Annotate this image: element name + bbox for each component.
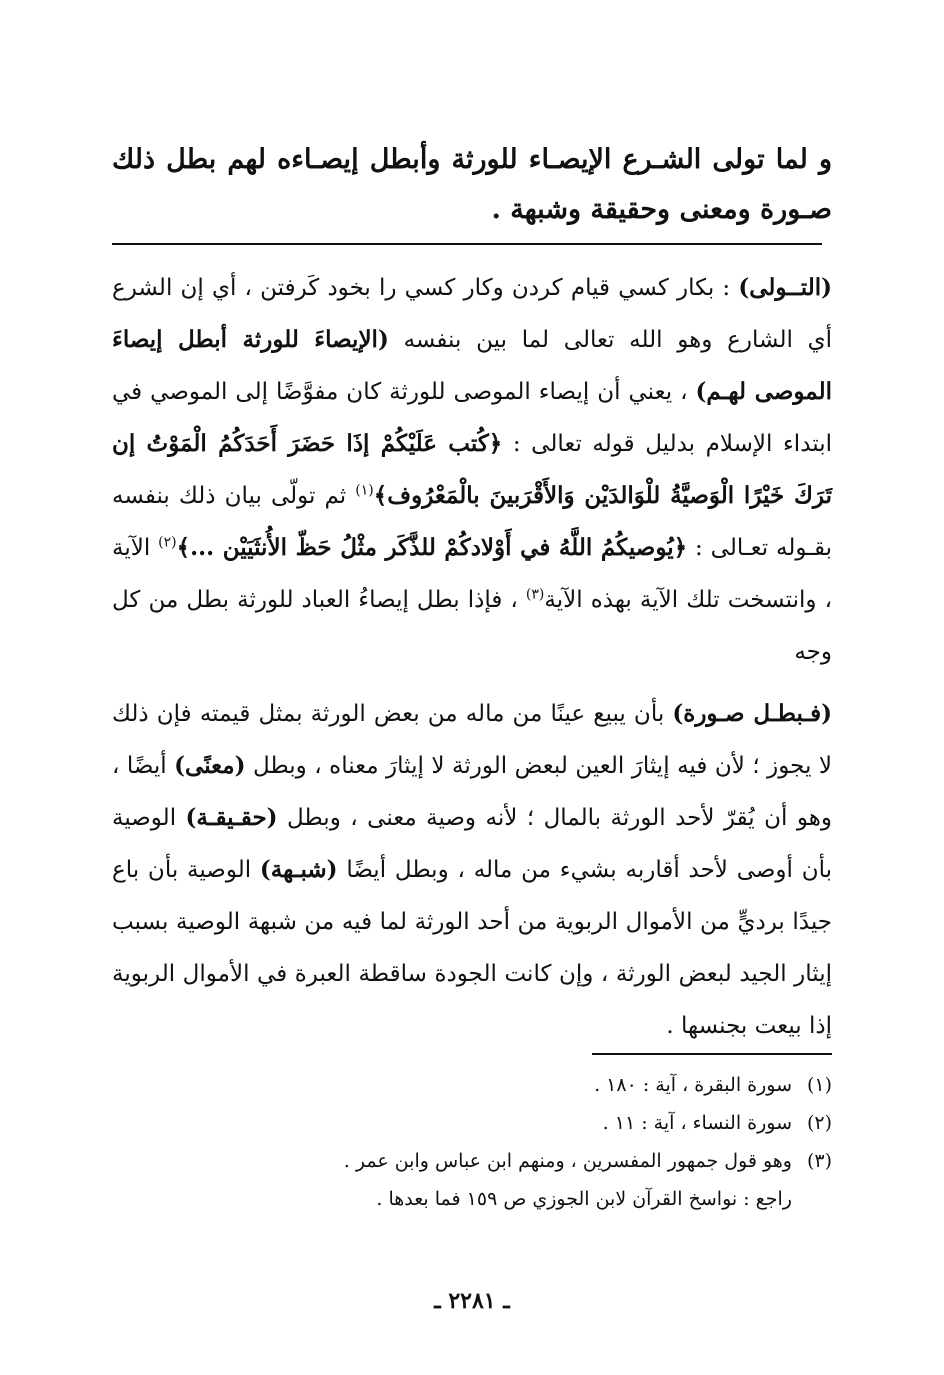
quoted-phrase: (شبـهة) bbox=[259, 856, 338, 883]
book-page bbox=[112, 0, 832, 1375]
footnote-continuation: راجع : نواسخ القرآن لابن الجوزي ص ١٥٩ فما بعدها . bbox=[376, 1188, 792, 1210]
footnote-ref: (٢) bbox=[158, 534, 177, 551]
footnote-item bbox=[112, 1142, 832, 1180]
commentary-text: أيضًا ، وهو أن يُقرّ لأحد الورثة بالمال ؛ لأنه وصية معنى ، وبطل bbox=[112, 753, 832, 831]
commentary-paragraph-2 bbox=[112, 688, 832, 1052]
quoted-phrase: (الإيصاءَ للورثة أبطل إيصاءَ الموصى لهـم) bbox=[112, 326, 832, 405]
footnote-ref: (٣) bbox=[525, 586, 545, 603]
footnote-number: (١) bbox=[806, 1074, 832, 1096]
quoted-phrase: (حقـيقـة) bbox=[185, 804, 278, 831]
matn-separator-line bbox=[112, 243, 822, 245]
commentary-text: الآية ، وانتسخت تلك الآية بهذه الآية bbox=[112, 535, 832, 613]
term-heading: (التــولى) bbox=[738, 274, 832, 301]
commentary-paragraph-1 bbox=[112, 262, 832, 678]
footnote-item bbox=[112, 1104, 832, 1142]
page-number: ـ ٢٢٨١ ـ bbox=[434, 1288, 510, 1314]
footnote-text: وهو قول جمهور المفسرين ، ومنهم ابن عباس وابن عمر . bbox=[343, 1150, 792, 1172]
footnotes-block bbox=[112, 1066, 832, 1218]
commentary-text: ، يعني أن إيصاء الموصى للورثة كان مفوَّضًا إلى الموصي في ابتداء الإسلام بدليل قوله تعالى : bbox=[112, 379, 832, 457]
commentary-block bbox=[112, 262, 832, 1052]
quoted-phrase: (فـبطـل صـورة) bbox=[672, 700, 833, 727]
footnote-item bbox=[112, 1066, 832, 1104]
footnote-text: سورة البقرة ، آية : ١٨٠ . bbox=[594, 1074, 792, 1096]
quran-verse: ﴿كُتب عَلَيْكُمْ إذَا حَضَرَ أَحَدَكُمُ الْمَوْتُ إن تَرَكَ خَيْرًا الْوَصيَّةُ للْوَالدَيْن وَالأَقْرَبينَ بالْمَعْرُوف﴾ bbox=[112, 430, 832, 509]
commentary-text: بأن يبيع عينًا من ماله من بعض الورثة بمثل قيمته فإن ذلك لا يجوز ؛ لأن فيه إيثارَ العين لبعض الورثة لا إيثارَ معناه ، وبطل bbox=[112, 701, 832, 779]
commentary-text: ثم تولّى بيان ذلك بنفسه بقـوله تعـالى : bbox=[112, 483, 832, 561]
commentary-text: ، فإذا بطل إيصاءُ العباد للورثة بطل من كل وجه bbox=[112, 587, 832, 665]
footnote-text: سورة النساء ، آية : ١١ . bbox=[602, 1112, 792, 1134]
footnote-ref: (١) bbox=[355, 482, 374, 499]
footnote-separator-line bbox=[592, 1053, 832, 1055]
quoted-phrase: (معنًى) bbox=[174, 752, 246, 779]
commentary-text: الوصية بأن أوصى لأحد أقاربه بشيء من ماله ، وبطل أيضًا bbox=[112, 805, 833, 883]
quran-verse: ﴿يُوصيكُمُ اللَّهُ في أَوْلادكُمْ للذَّكَر مثْلُ حَظّ الأُنثَيَيْن ...﴾ bbox=[176, 534, 688, 561]
matn-paragraph: و لما تولى الشـرع الإيصـاء للورثة وأبطل إيصـاءه لهم بطل ذلك صـورة ومعنى وحقيقة وشبهة . bbox=[112, 144, 832, 225]
footnote-number: (٣) bbox=[806, 1150, 832, 1172]
matn-text-block bbox=[112, 135, 832, 235]
commentary-text: : بكار كسي قيام كردن وكار كسي را بخود كَرفتن ، أي إن الشرع أي الشارع وهو الله تعالى لما بين بنفسه bbox=[112, 275, 832, 353]
commentary-text: الوصية بأن باع جيدًا برديٍّ من الأموال الربوية من أحد الورثة لما فيه من شبهة الوصية بسبب إيثار الجيد لبعض الورثة ، وإن كانت الجودة ساقطة العبرة في الأموال الربوية إذا بيعت بجنسها . bbox=[112, 857, 832, 1039]
footnote-number: (٢) bbox=[806, 1112, 832, 1134]
